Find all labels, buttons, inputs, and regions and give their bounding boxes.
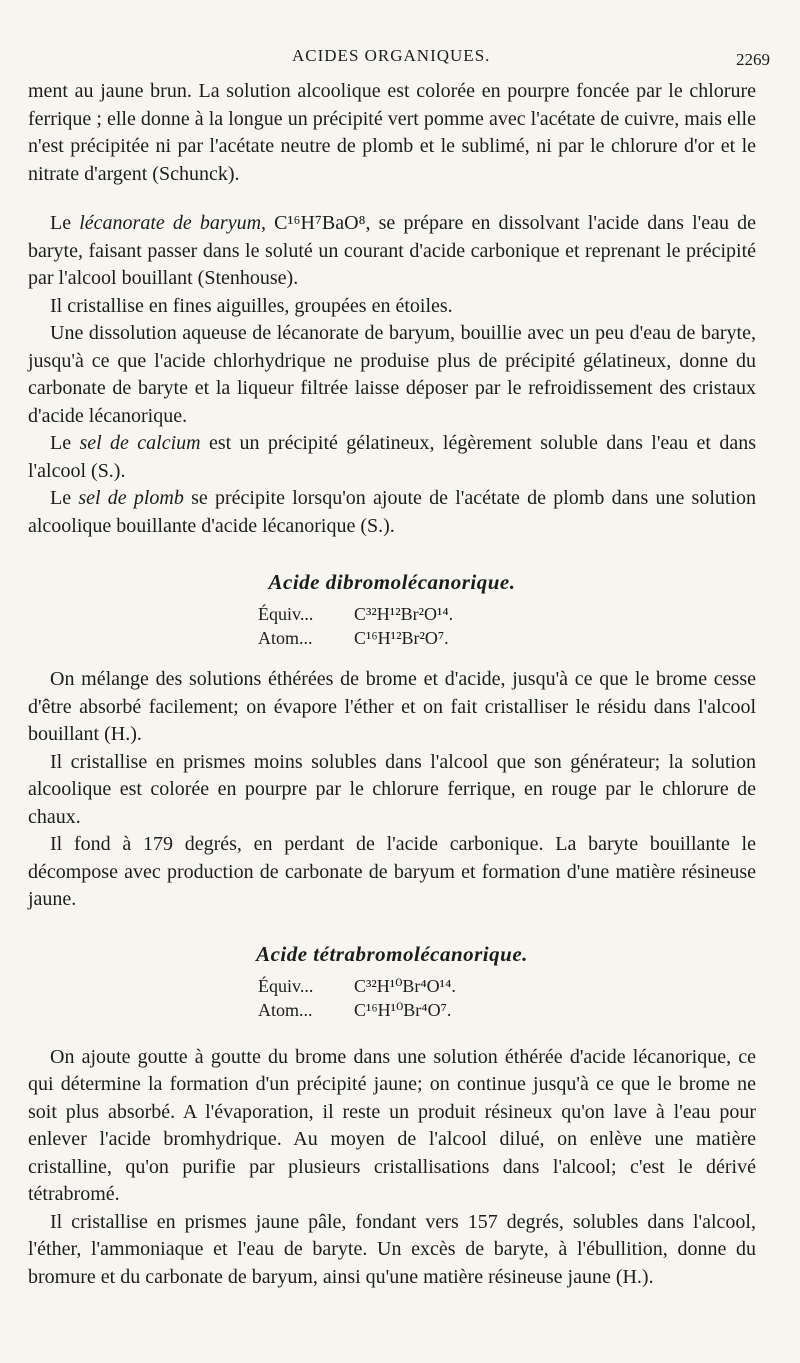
paragraph-sel-calcium xyxy=(28,430,756,485)
paragraph-dissolution: Une dissolution aqueuse de lécanorate de baryum, bouillie avec un peu d'eau de baryte, jusqu'à ce que l'acide chlorhydrique ne produise plus de précipité gélatineux, donne du carbonate de baryte et la liqueur filtrée laisse déposer par le refroidissement des cristaux d'acide lécanorique. xyxy=(28,322,756,427)
compound-name: lécanorate de baryum, xyxy=(79,212,267,234)
formula-value: C¹⁶H¹²Br²O⁷. xyxy=(354,628,449,648)
paragraph-lecanorate-baryum xyxy=(28,210,756,293)
section-heading-tetrabromo: Acide tétrabromolécanorique. xyxy=(256,941,528,966)
paragraph-lead: Le xyxy=(50,432,80,454)
compound-formula: C¹⁶H⁷BaO⁸, xyxy=(266,212,371,234)
compound-name: sel de calcium xyxy=(79,432,201,454)
formula-value: C³²H¹⁰Br⁴O¹⁴. xyxy=(354,975,456,996)
formula-block-dibromo xyxy=(28,602,756,650)
paragraph-text: se prépare en dissolvant l'acide dans l'eau de baryte, faisant passer dans le soluté un courant d'acide carbonique et reprenant le précipité par l'alcool bouillant (Stenhouse). xyxy=(28,212,756,289)
paragraph-crystallization: Il cristallise en fines aiguilles, groupées en étoiles. xyxy=(50,294,453,317)
running-header xyxy=(0,44,800,72)
formula-label: Équiv... xyxy=(258,604,314,624)
paragraph-dibromo-crystals: Il cristallise en prismes moins solubles dans l'alcool que son générateur; la solution alcoolique est colorée en pourpre par le chlorure ferrique, en rouge par le chlorure de chaux. xyxy=(28,750,756,828)
page-body xyxy=(28,78,756,1291)
formula-label: Atom... xyxy=(258,999,313,1020)
paragraph-lead: Le xyxy=(50,487,79,509)
compound-name: sel de plomb xyxy=(78,487,184,509)
paragraph-lead: Le xyxy=(50,212,80,234)
formula-equiv-row xyxy=(28,974,756,998)
paragraph-text: est un précipité gélatineux, légèrement soluble dans l'eau et dans l'alcool (S.). xyxy=(28,432,757,482)
paragraph-dibromo-prep: On mélange des solutions éthérées de brome et d'acide, jusqu'à ce que le brome cesse d'être absorbé facilement; on évapore l'éther et on fait cristalliser le résidu dans l'alcool bouillant (H.). xyxy=(28,668,756,745)
formula-equiv-row xyxy=(28,602,756,626)
paragraph-dibromo-melting: Il fond à 179 degrés, en perdant de l'acide carbonique. La baryte bouillante le décompose avec production de carbonate de baryum et formation d'une matière résineuse jaune. xyxy=(28,833,756,910)
formula-value: C³²H¹²Br²O¹⁴. xyxy=(354,604,454,624)
paragraph-text: se précipite lorsqu'on ajoute de l'acétate de plomb dans une solution alcoolique bouillante d'acide lécanorique (S.). xyxy=(28,487,757,537)
formula-block-tetrabromo xyxy=(28,974,756,1022)
paragraph-sel-plomb xyxy=(28,485,756,540)
paragraph-continuation: ment au jaune brun. La solution alcoolique est colorée en pourpre foncée par le chlorure ferrique ; elle donne à la longue un précipité vert pomme avec l'acétate de cuivre, mais elle n'est précipitée ni par l'acétate neutre de plomb et le sublimé, ni par le chlorure d'or et le nitrate d'argent (Schunck). xyxy=(28,80,756,185)
running-title: ACIDES ORGANIQUES. xyxy=(292,46,491,65)
paragraph-tetrabromo-crystals: Il cristallise en prismes jaune pâle, fondant vers 157 degrés, solubles dans l'alcool, l'éther, l'ammoniaque et l'eau de baryte. Un excès de baryte, à l'ébullition, donne du bromure et du carbonate de baryum, ainsi qu'une matière résineuse jaune (H.). xyxy=(28,1210,756,1288)
section-heading-dibromo: Acide dibromolécanorique. xyxy=(268,570,516,594)
paragraph-tetrabromo-prep: On ajoute goutte à goutte du brome dans une solution éthérée d'acide lécanorique, ce qui détermine la formation d'un précipité jaune; on continue jusqu'à ce que le brome ne soit plus absorbé. A l'évaporation, il reste un produit résineux qu'on lave à l'eau pour enlever l'acide bromhydrique. Au moyen de l'alcool dilué, on enlève une matière cristalline, qu'on purifie par plusieurs cristallisations dans l'alcool; c'est le dérivé tétrabromé. xyxy=(28,1045,756,1205)
formula-value: C¹⁶H¹⁰Br⁴O⁷. xyxy=(354,999,452,1020)
formula-atom-row xyxy=(28,998,756,1022)
formula-label: Équiv... xyxy=(258,975,314,996)
page-number: 2269 xyxy=(736,50,770,69)
formula-atom-row xyxy=(28,626,756,650)
formula-label: Atom... xyxy=(258,628,313,648)
